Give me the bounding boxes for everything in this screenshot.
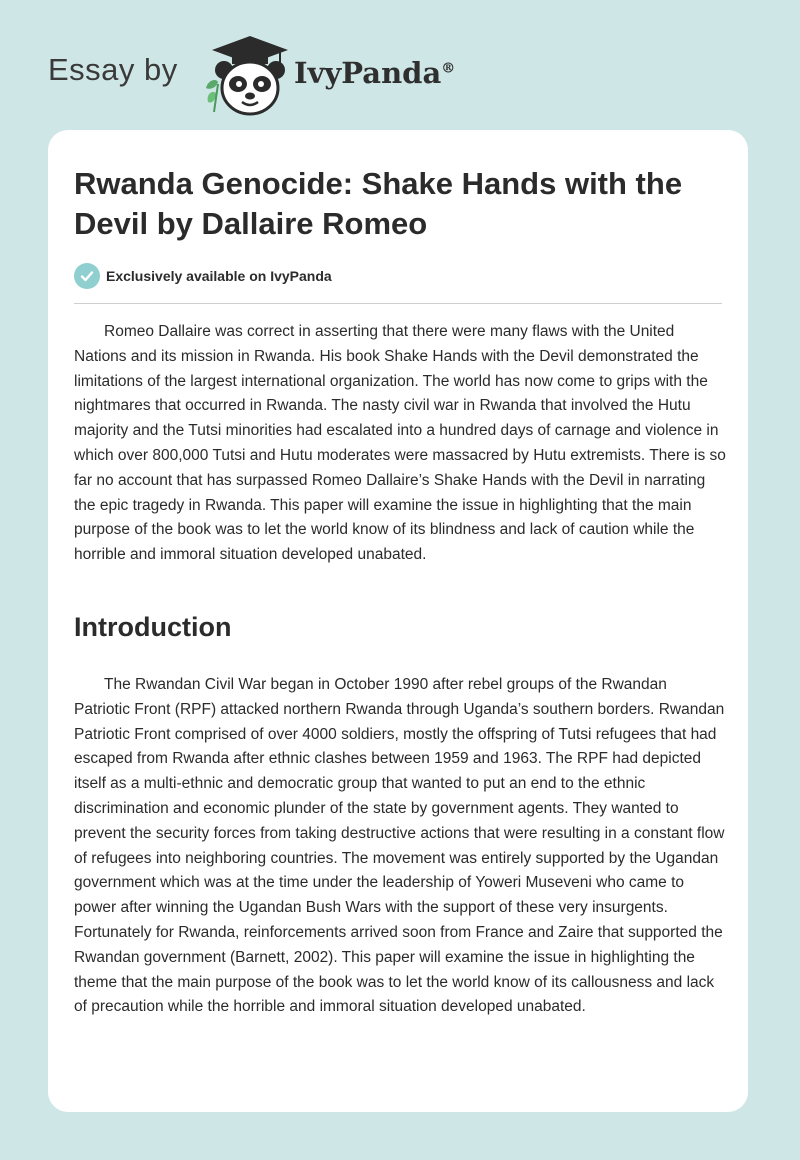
section-heading-introduction: Introduction xyxy=(74,612,232,642)
body-paragraph: The Rwandan Civil War began in October 1990 after rebel groups of the Rwandan Patriotic Front (RPF) attacked northern Rwanda through Uganda’s southern borders. Rwandan Patriotic Front comprised of over 4000 soldiers, mostly the offspring of Tutsi refugees that had escaped from Rwanda after ethnic clashes between 1959 and 1963. The RPF had depicted itself as a multi-ethnic and democratic group that wanted to put an end to the ethnic discrimination and economic plunder of the state by government agents. They wanted to prevent the security forces from taking destructive actions that were resulting in a constant flow of refugees into neighboring countries. The movement was entirely supported by the Ugandan government which was at the time under the leadership of Yoweri Museveni who came to power after winning the Ugandan Bush Wars with the support of these very insurgents. Fortunately for Rwanda, reinforcements arrived soon from France and Zaire that supported the Rwandan government (Barnett, 2002). This paper will examine the issue in highlighting the theme that the main purpose of the book was to let the world know of its callousness and lack of precaution while the horrible and immoral situation developed unabated. xyxy=(74,676,725,1016)
brand-name[interactable]: IvyPanda® xyxy=(294,56,456,90)
exclusive-badge xyxy=(74,263,332,289)
divider xyxy=(74,303,722,304)
essay-by-label: Essay by xyxy=(48,52,178,87)
site-header xyxy=(48,30,508,120)
check-circle-icon xyxy=(74,263,100,289)
panda-graduate-logo-icon[interactable] xyxy=(198,30,298,120)
page-title: Rwanda Genocide: Shake Hands with the Devil by Dallaire Romeo xyxy=(74,166,683,241)
exclusive-badge-label: Exclusively available on IvyPanda xyxy=(106,268,332,284)
body-paragraph: Romeo Dallaire was correct in asserting that there were many flaws with the United Nations and its mission in Rwanda. His book Shake Hands with the Devil demonstrated the limitations of the largest international organization. The world has now come to grips with the nightmares that occurred in Rwanda. The nasty civil war in Rwanda that involved the Hutu majority and the Tutsi minorities had escalated into a hundred days of carnage and violence in which over 800,000 Tutsi and Hutu moderates were massacred by Hutu extremists. There is so far no account that has surpassed Romeo Dallaire’s Shake Hands with the Devil in narrating the epic tragedy in Rwanda. This paper will examine the issue in highlighting that the main purpose of the book was to let the world know of its blindness and lack of caution while the horrible and immoral situation developed unabated. xyxy=(74,323,726,564)
essay-card xyxy=(48,130,748,1112)
